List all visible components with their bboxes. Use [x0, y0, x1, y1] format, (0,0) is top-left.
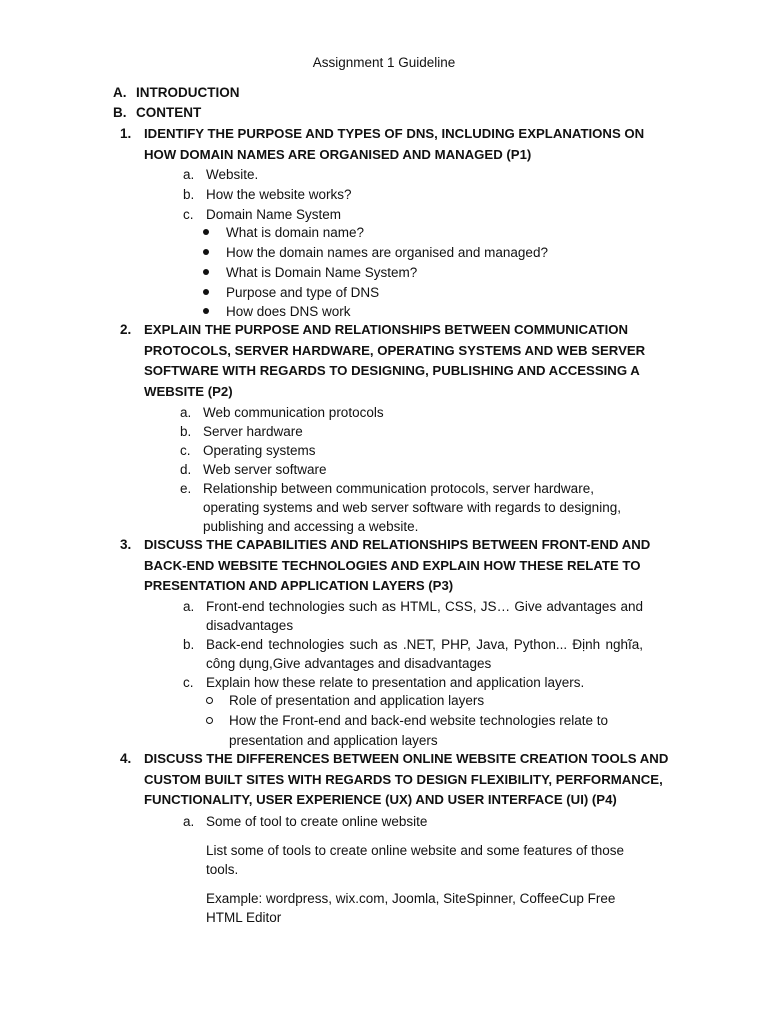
- hollow-circle-bullet-icon: [206, 697, 213, 704]
- section-marker: B.: [113, 105, 127, 120]
- list-item: c. Operating systems: [180, 443, 316, 458]
- list-item: d. Web server software: [180, 462, 327, 477]
- topic-number: 1.: [120, 126, 132, 141]
- list-item: a. Web communication protocols: [180, 405, 384, 420]
- list-item: b. Server hardware: [180, 424, 303, 439]
- bullet-dot-icon: [203, 269, 209, 275]
- bullet-dot-icon: [203, 249, 209, 255]
- hollow-circle-bullet-icon: [206, 717, 213, 724]
- topic-heading: DISCUSS THE DIFFERENCES BETWEEN ONLINE WEBSITE CREATION TOOLS AND CUSTOM BUILT SITES WITH REGARDS TO DESIGN FLEXIBILITY, PERFORMANCE, FUNCTIONALITY, USER EXPERIENCE (UX) AND USER INTERFACE (UI) (P4): [144, 751, 669, 807]
- list-item: b. Back-end technologies such as .NET, PHP, Java, Python... Định nghĩa, công dụng,Give advantages and disadvantages: [183, 637, 643, 671]
- topic-heading: IDENTIFY THE PURPOSE AND TYPES OF DNS, INCLUDING EXPLANATIONS ON HOW DOMAIN NAMES ARE ORGANISED AND MANAGED (P1): [144, 126, 645, 162]
- list-item: c. Domain Name System: [183, 207, 342, 222]
- sub-list-item: How the Front-end and back-end website technologies relate to presentation and application layers: [206, 711, 616, 751]
- bullet-item: What is domain name?: [203, 223, 364, 243]
- bullet-dot-icon: [203, 229, 209, 235]
- bullet-item: How the domain names are organised and managed?: [203, 243, 548, 263]
- bullet-dot-icon: [203, 308, 209, 314]
- list-item: c. Explain how these relate to presentation and application layers.: [183, 675, 585, 690]
- list-item: b. How the website works?: [183, 187, 352, 202]
- topic-number: 2.: [120, 322, 132, 337]
- topic-4: [120, 749, 680, 811]
- section-label: CONTENT: [136, 105, 202, 120]
- list-item: a. Some of tool to create online website: [183, 814, 428, 829]
- topic-heading: EXPLAIN THE PURPOSE AND RELATIONSHIPS BETWEEN COMMUNICATION PROTOCOLS, SERVER HARDWARE, OPERATING SYSTEMS AND WEB SERVER SOFTWARE WITH REGARDS TO DESIGNING, PUBLISHING AND ACCESSING A WEBSITE (P2): [144, 322, 646, 399]
- topic-heading: DISCUSS THE CAPABILITIES AND RELATIONSHIPS BETWEEN FRONT-END AND BACK-END WEBSITE TECHNOLOGIES AND EXPLAIN HOW THESE RELATE TO PRESENTATION AND APPLICATION LAYERS (P3): [144, 537, 651, 593]
- document-title: Assignment 1 Guideline: [312, 55, 456, 70]
- bullet-item: How does DNS work: [203, 302, 351, 322]
- section-marker: A.: [113, 85, 127, 100]
- body-paragraph: List some of tools to create online website and some features of those tools.: [206, 843, 624, 877]
- bullet-dot-icon: [203, 289, 209, 295]
- sub-list-item: Role of presentation and application layers: [206, 691, 646, 711]
- list-item: a. Website.: [183, 167, 259, 182]
- section-content: [113, 103, 201, 123]
- bullet-item: What is Domain Name System?: [203, 263, 417, 283]
- body-paragraph: Example: wordpress, wix.com, Joomla, SiteSpinner, CoffeeCup Free HTML Editor: [206, 891, 616, 925]
- bullet-item: Purpose and type of DNS: [203, 283, 379, 303]
- topic-2: [120, 320, 680, 402]
- section-introduction: [113, 83, 240, 103]
- topic-1: [120, 124, 680, 165]
- list-item: a. Front-end technologies such as HTML, CSS, JS… Give advantages and disadvantages: [183, 599, 643, 633]
- list-item: e. Relationship between communication protocols, server hardware, operating systems and web server software with regards to designing, publishing and accessing a website.: [180, 481, 621, 534]
- topic-number: 3.: [120, 537, 132, 552]
- topic-number: 4.: [120, 751, 132, 766]
- topic-3: [120, 535, 680, 597]
- section-label: INTRODUCTION: [136, 85, 240, 100]
